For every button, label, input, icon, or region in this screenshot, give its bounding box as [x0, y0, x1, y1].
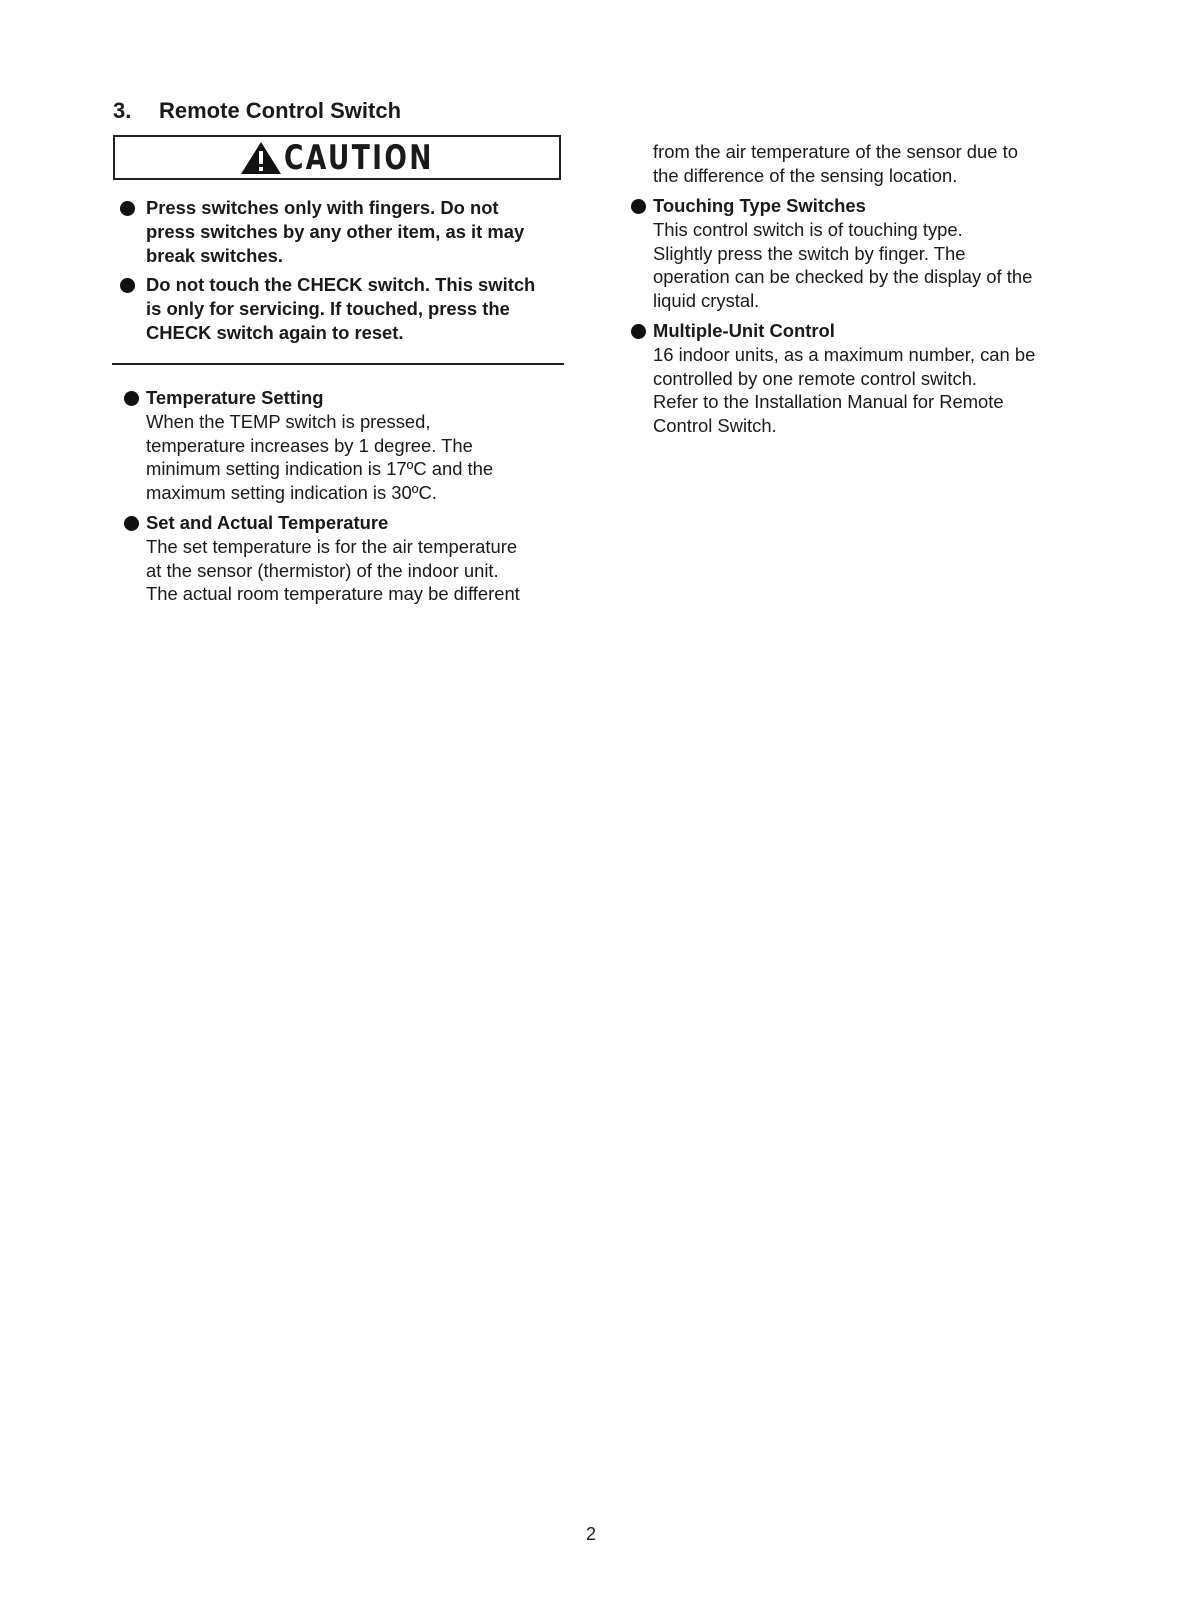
text-line: at the sensor (thermistor) of the indoor unit.: [146, 559, 499, 581]
text-line: Control Switch.: [653, 415, 777, 437]
text-line: break switches.: [146, 244, 283, 266]
section-title-text: Remote Control Switch: [159, 98, 402, 123]
text-line: operation can be checked by the display of the: [653, 266, 1033, 288]
warning-triangle-icon: [240, 141, 282, 175]
continued-text: [653, 140, 1018, 188]
item-heading: Touching Type Switches: [653, 195, 866, 216]
text-line: liquid crystal.: [653, 290, 760, 312]
text-line: Do not touch the CHECK switch. This switch: [146, 274, 536, 295]
text-line: 16 indoor units, as a maximum number, can be: [653, 343, 1036, 365]
text-line: Slightly press the switch by finger. The: [653, 242, 966, 264]
text-line: CHECK switch again to reset.: [146, 321, 404, 343]
text-line: maximum setting indication is 30ºC.: [146, 482, 437, 504]
text-line: This control switch is of touching type.: [653, 218, 963, 240]
item-heading: Multiple-Unit Control: [653, 320, 835, 341]
item-heading: Set and Actual Temperature: [146, 512, 389, 533]
item-heading: Temperature Setting: [146, 387, 324, 408]
text-line: The set temperature is for the air temperature: [146, 535, 518, 557]
caution-banner: [113, 135, 561, 180]
item-multiple-unit-control: [631, 319, 1035, 438]
text-line: temperature increases by 1 degree. The: [146, 434, 473, 456]
caution-item-1: [120, 196, 524, 267]
bullet-icon: [124, 516, 139, 531]
item-set-actual-temperature: [124, 511, 520, 606]
bullet-icon: [631, 324, 646, 339]
section-divider: [112, 363, 564, 365]
text-line: controlled by one remote control switch.: [653, 367, 978, 389]
item-temperature-setting: [124, 386, 493, 505]
bullet-icon: [124, 391, 139, 406]
text-line: press switches by any other item, as it may: [146, 220, 525, 242]
page-number: 2: [586, 1524, 597, 1544]
bullet-icon: [120, 201, 135, 216]
section-title: [113, 98, 401, 124]
text-line: When the TEMP switch is pressed,: [146, 410, 431, 432]
caution-label: CAUTION: [284, 137, 434, 178]
section-number: 3.: [113, 98, 132, 123]
item-touching-type-switches: [631, 194, 1032, 313]
text-line: Refer to the Installation Manual for Remote: [653, 391, 1004, 413]
text-line: is only for servicing. If touched, press the: [146, 297, 510, 319]
bullet-icon: [120, 278, 135, 293]
text-line: the difference of the sensing location.: [653, 164, 958, 186]
bullet-icon: [631, 199, 646, 214]
text-line: minimum setting indication is 17ºC and the: [146, 458, 494, 480]
caution-item-2: [120, 273, 535, 344]
text-line: Press switches only with fingers. Do not: [146, 197, 499, 218]
text-line: from the air temperature of the sensor due to: [653, 141, 1018, 162]
text-line: The actual room temperature may be different: [146, 583, 520, 605]
